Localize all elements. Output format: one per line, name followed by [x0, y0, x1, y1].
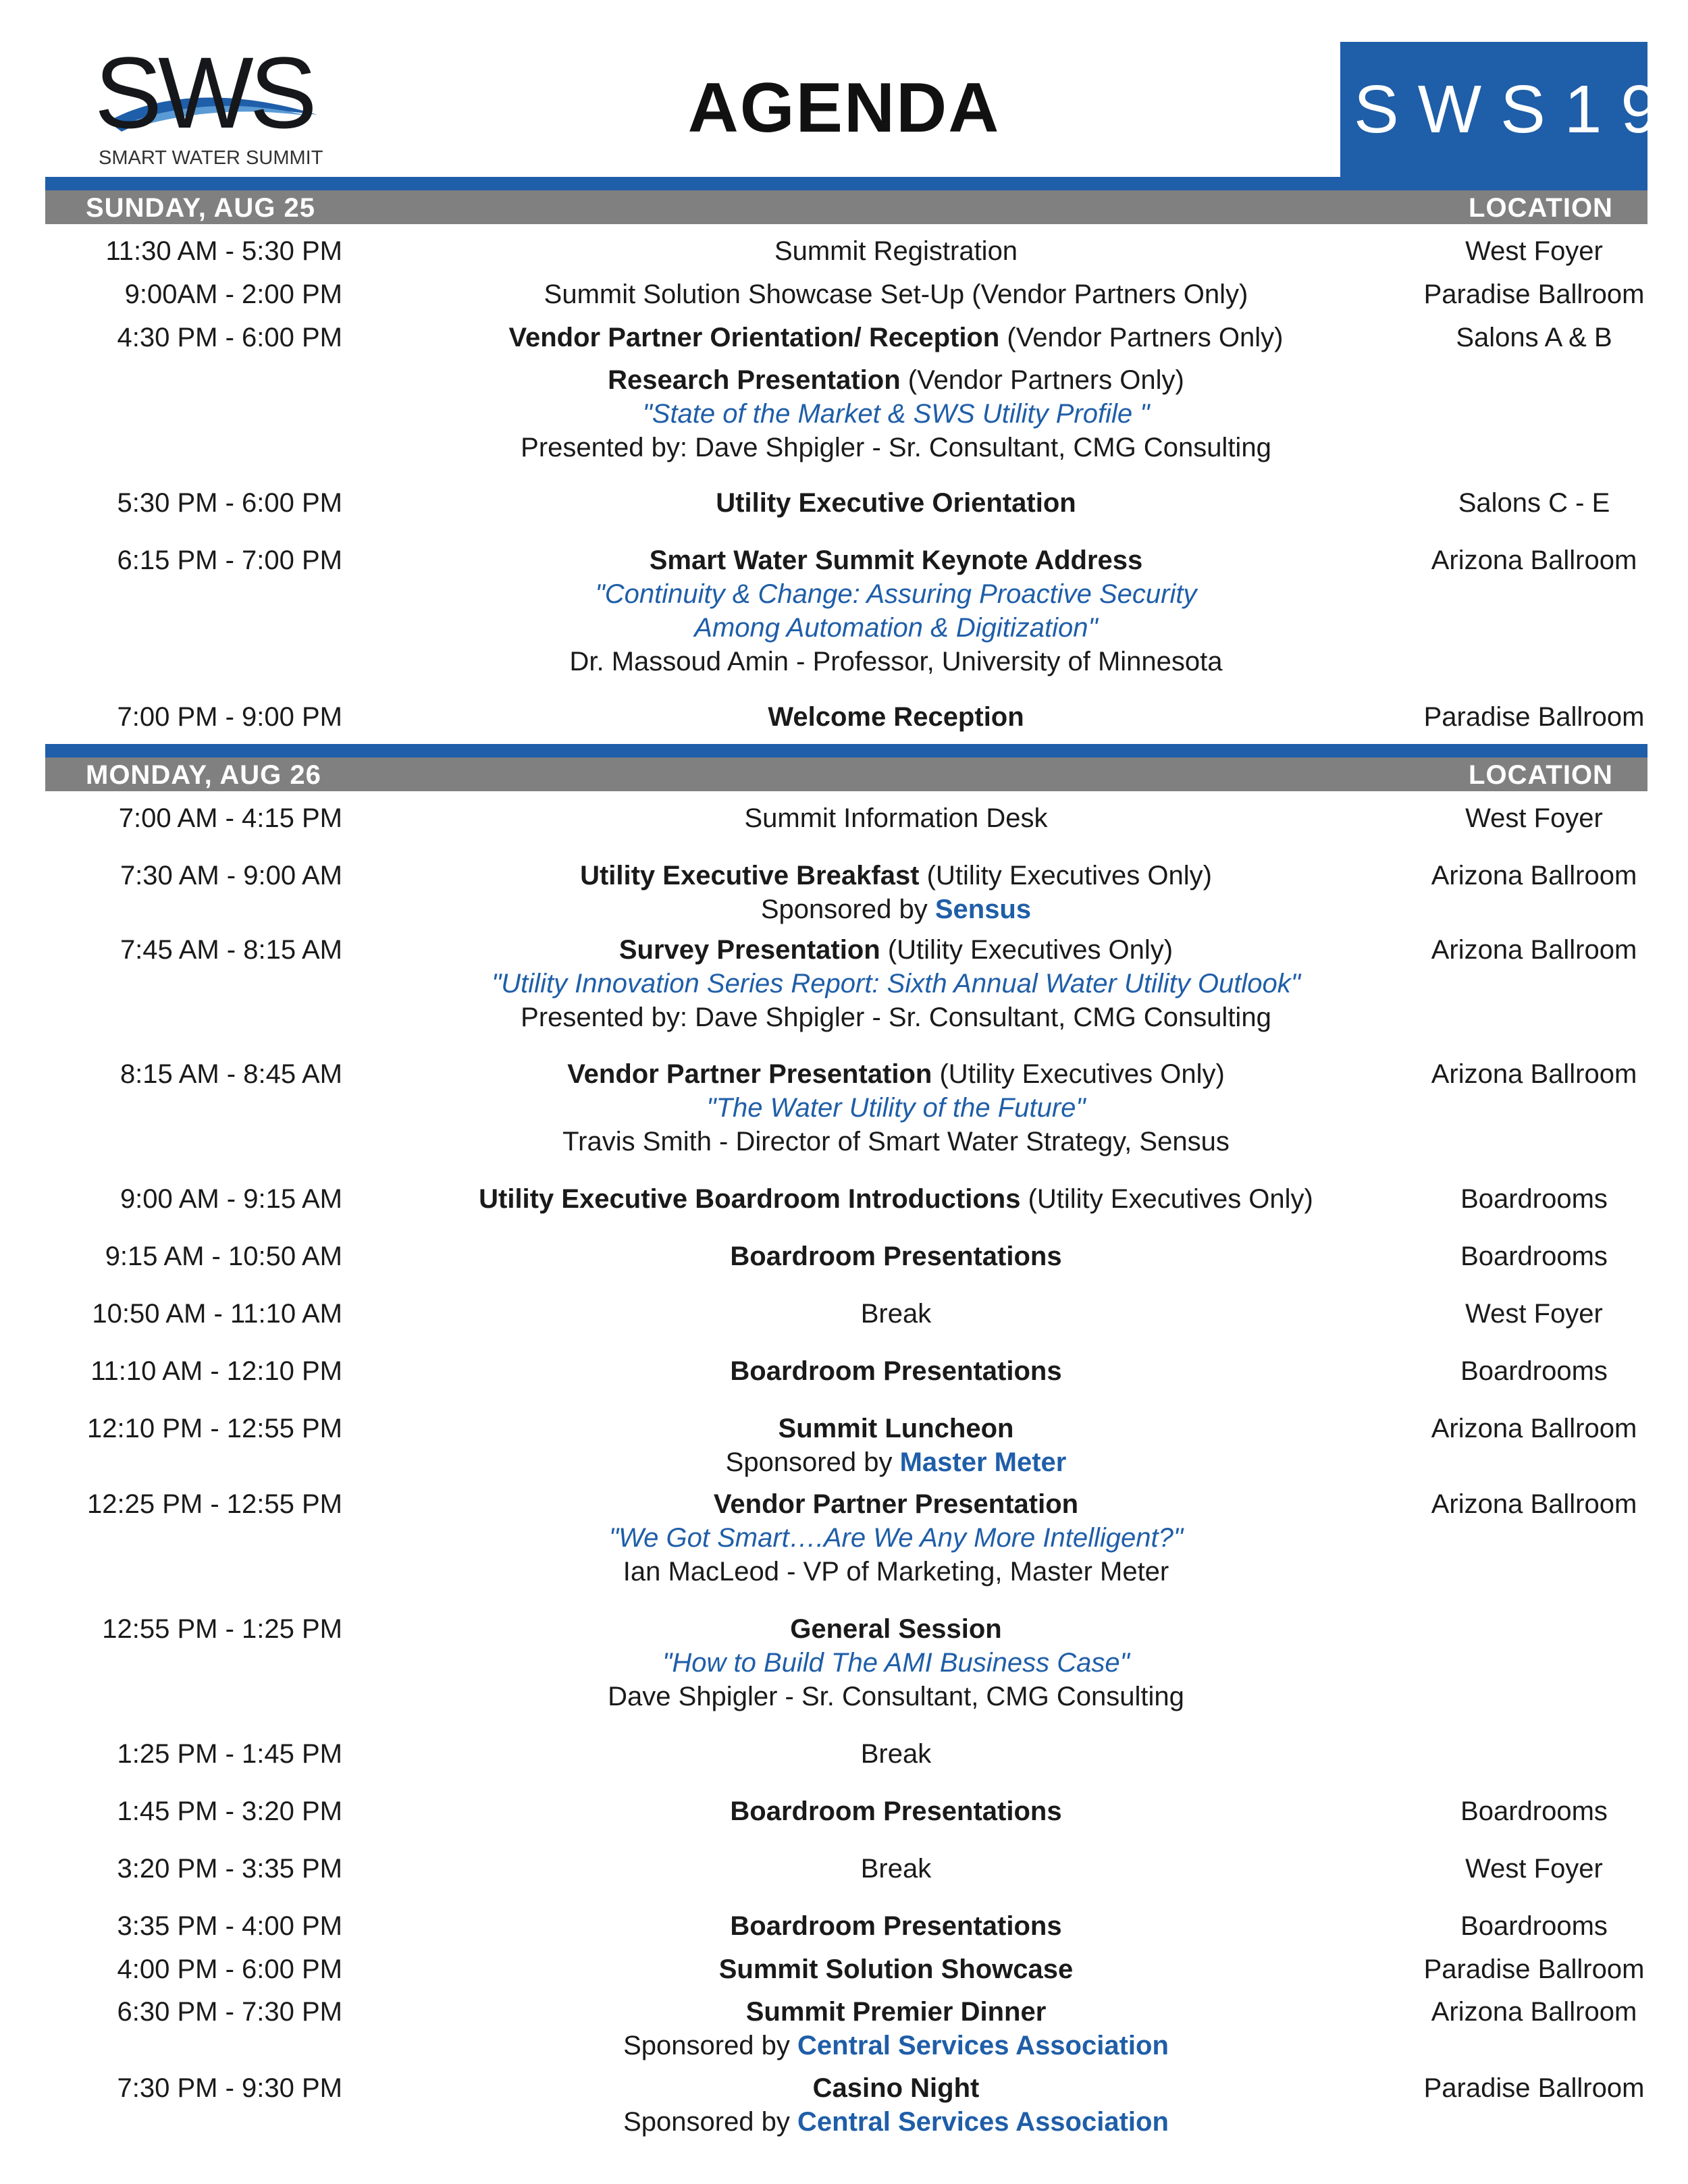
- day-label: SUNDAY, AUG 25: [86, 193, 316, 223]
- page-title: AGENDA: [687, 69, 1001, 147]
- row-sponsor: Sensus: [934, 895, 1032, 924]
- row-presenter: Presented by: Dave Shpigler - Sr. Consultant, CMG Consulting: [521, 1003, 1271, 1032]
- row-title: Break: [860, 1299, 932, 1329]
- row-location: Salons C - E: [1458, 488, 1610, 518]
- row-note: (Vendor Partners Only): [900, 365, 1184, 395]
- row-location: Boardrooms: [1460, 1356, 1608, 1386]
- row-title: Utility Executive Boardroom Introductions: [479, 1184, 1021, 1214]
- row-location: Boardrooms: [1460, 1796, 1608, 1826]
- row-presenter: Presented by: Dave Shpigler - Sr. Consultant, CMG Consulting: [521, 433, 1271, 462]
- row-location: Boardrooms: [1460, 1184, 1608, 1214]
- row-title: Summit Premier Dinner: [745, 1997, 1047, 2027]
- location-header: LOCATION: [1469, 193, 1613, 223]
- row-time: 12:25 PM - 12:55 PM: [87, 1489, 342, 1519]
- row-sponsored-by: Sponsored by: [623, 2107, 798, 2137]
- row-time: 10:50 AM - 11:10 AM: [92, 1299, 342, 1329]
- row-location: West Foyer: [1465, 1299, 1603, 1329]
- row-title: Welcome Reception: [768, 702, 1024, 732]
- row-note: (Utility Executives Only): [1020, 1184, 1313, 1214]
- row-sponsor: Master Meter: [899, 1447, 1067, 1477]
- row-location: Paradise Ballroom: [1423, 1954, 1645, 1984]
- event-badge: [1340, 42, 1678, 177]
- row-time: 1:45 PM - 3:20 PM: [117, 1796, 342, 1826]
- row-note: (Utility Executives Only): [932, 1059, 1225, 1089]
- row-title: Vendor Partner Presentation: [713, 1489, 1079, 1519]
- row-title: Summit Registration: [774, 236, 1018, 266]
- row-location: Arizona Ballroom: [1431, 1059, 1637, 1089]
- logo-subtitle: SMART WATER SUMMIT: [99, 147, 323, 169]
- row-title: Boardroom Presentations: [730, 1911, 1062, 1941]
- row-location: West Foyer: [1465, 236, 1603, 266]
- row-location: Arizona Ballroom: [1431, 545, 1637, 575]
- row-sponsored-by: Sponsored by: [760, 895, 935, 924]
- row-time: 6:15 PM - 7:00 PM: [117, 545, 342, 575]
- row-sponsored-by: Sponsored by: [623, 2031, 798, 2060]
- divider-bar: [45, 744, 1647, 757]
- row-time: 8:15 AM - 8:45 AM: [120, 1059, 342, 1089]
- row-title: Utility Executive Breakfast: [580, 861, 920, 890]
- row-title: Boardroom Presentations: [730, 1356, 1062, 1386]
- row-time: 4:30 PM - 6:00 PM: [117, 323, 342, 352]
- row-time: 12:10 PM - 12:55 PM: [87, 1414, 342, 1443]
- row-time: 1:25 PM - 1:45 PM: [117, 1739, 342, 1769]
- row-location: Arizona Ballroom: [1431, 1997, 1637, 2027]
- row-time: 6:30 PM - 7:30 PM: [117, 1997, 342, 2027]
- row-note: (Utility Executives Only): [919, 861, 1212, 890]
- row-sponsor: Central Services Association: [797, 2031, 1169, 2060]
- day-header-sunday: [45, 190, 1647, 224]
- row-title: Research Presentation: [608, 365, 901, 395]
- row-quote: "Utility Innovation Series Report: Sixth Annual Water Utility Outlook": [492, 969, 1300, 998]
- row-presenter: Ian MacLeod - VP of Marketing, Master Meter: [623, 1557, 1169, 1587]
- row-sponsored-by: Sponsored by: [725, 1447, 900, 1477]
- logo-wordmark: SWS: [95, 36, 313, 149]
- row-location: Salons A & B: [1456, 323, 1612, 352]
- row-time: 11:10 AM - 12:10 PM: [90, 1356, 342, 1386]
- row-quote: "We Got Smart….Are We Any More Intelligent?": [608, 1523, 1184, 1553]
- row-time: 9:00 AM - 9:15 AM: [120, 1184, 342, 1214]
- row-sponsor: Central Services Association: [797, 2107, 1169, 2137]
- location-header: LOCATION: [1469, 760, 1613, 790]
- row-time: 7:45 AM - 8:15 AM: [120, 935, 342, 965]
- row-title: Casino Night: [812, 2073, 980, 2103]
- row-title: Summit Information Desk: [744, 803, 1048, 833]
- row-quote: "Continuity & Change: Assuring Proactive Security: [595, 579, 1197, 609]
- row-location: Arizona Ballroom: [1431, 1414, 1637, 1443]
- row-note: (Utility Executives Only): [880, 935, 1173, 965]
- row-title: Utility Executive Orientation: [716, 488, 1076, 518]
- row-title: Boardroom Presentations: [730, 1242, 1062, 1271]
- row-location: Paradise Ballroom: [1423, 702, 1645, 732]
- row-time: 3:35 PM - 4:00 PM: [117, 1911, 342, 1941]
- row-time: 9:00AM - 2:00 PM: [124, 279, 342, 309]
- day-label: MONDAY, AUG 26: [86, 760, 321, 790]
- row-time: 7:00 PM - 9:00 PM: [117, 702, 342, 732]
- row-title: Boardroom Presentations: [730, 1796, 1062, 1826]
- row-location: West Foyer: [1465, 1854, 1603, 1884]
- row-presenter: Dr. Massoud Amin - Professor, University of Minnesota: [569, 647, 1223, 676]
- divider-bar: [45, 177, 1647, 190]
- row-title: Vendor Partner Orientation/ Reception: [508, 323, 1000, 352]
- row-quote: "How to Build The AMI Business Case": [662, 1648, 1130, 1678]
- row-title: Summit Luncheon: [778, 1414, 1014, 1443]
- row-location: Boardrooms: [1460, 1242, 1608, 1271]
- row-quote: "State of the Market & SWS Utility Profile ": [642, 399, 1150, 429]
- row-location: Paradise Ballroom: [1423, 2073, 1645, 2103]
- row-quote: Among Automation & Digitization": [694, 613, 1098, 643]
- event-badge-text: SWS19: [1354, 72, 1678, 147]
- row-location: West Foyer: [1465, 803, 1603, 833]
- row-title: Vendor Partner Presentation: [567, 1059, 932, 1089]
- day-header-monday: [45, 757, 1647, 791]
- row-location: Boardrooms: [1460, 1911, 1608, 1941]
- row-time: 4:00 PM - 6:00 PM: [117, 1954, 342, 1984]
- row-time: 9:15 AM - 10:50 AM: [105, 1242, 342, 1271]
- row-time: 3:20 PM - 3:35 PM: [117, 1854, 342, 1884]
- row-time: 7:30 PM - 9:30 PM: [117, 2073, 342, 2103]
- row-location: Arizona Ballroom: [1431, 861, 1637, 890]
- row-title: Smart Water Summit Keynote Address: [649, 545, 1143, 575]
- row-presenter: Dave Shpigler - Sr. Consultant, CMG Consulting: [608, 1682, 1184, 1711]
- row-time: 5:30 PM - 6:00 PM: [117, 488, 342, 518]
- row-title: Survey Presentation: [618, 935, 880, 965]
- row-note: (Vendor Partners Only): [999, 323, 1284, 352]
- row-title: Break: [860, 1739, 932, 1769]
- row-time: 7:30 AM - 9:00 AM: [120, 861, 342, 890]
- row-quote: "The Water Utility of the Future": [706, 1093, 1086, 1123]
- row-location: Arizona Ballroom: [1431, 1489, 1637, 1519]
- row-title: Break: [860, 1854, 932, 1884]
- row-title: General Session: [790, 1614, 1002, 1644]
- row-location: Paradise Ballroom: [1423, 279, 1645, 309]
- row-time: 7:00 AM - 4:15 PM: [118, 803, 342, 833]
- row-time: 12:55 PM - 1:25 PM: [102, 1614, 342, 1644]
- row-title: Summit Solution Showcase: [718, 1954, 1074, 1984]
- row-presenter: Travis Smith - Director of Smart Water Strategy, Sensus: [562, 1127, 1230, 1156]
- row-location: Arizona Ballroom: [1431, 935, 1637, 965]
- row-title: Summit Solution Showcase Set-Up (Vendor Partners Only): [544, 279, 1248, 309]
- row-time: 11:30 AM - 5:30 PM: [105, 236, 342, 266]
